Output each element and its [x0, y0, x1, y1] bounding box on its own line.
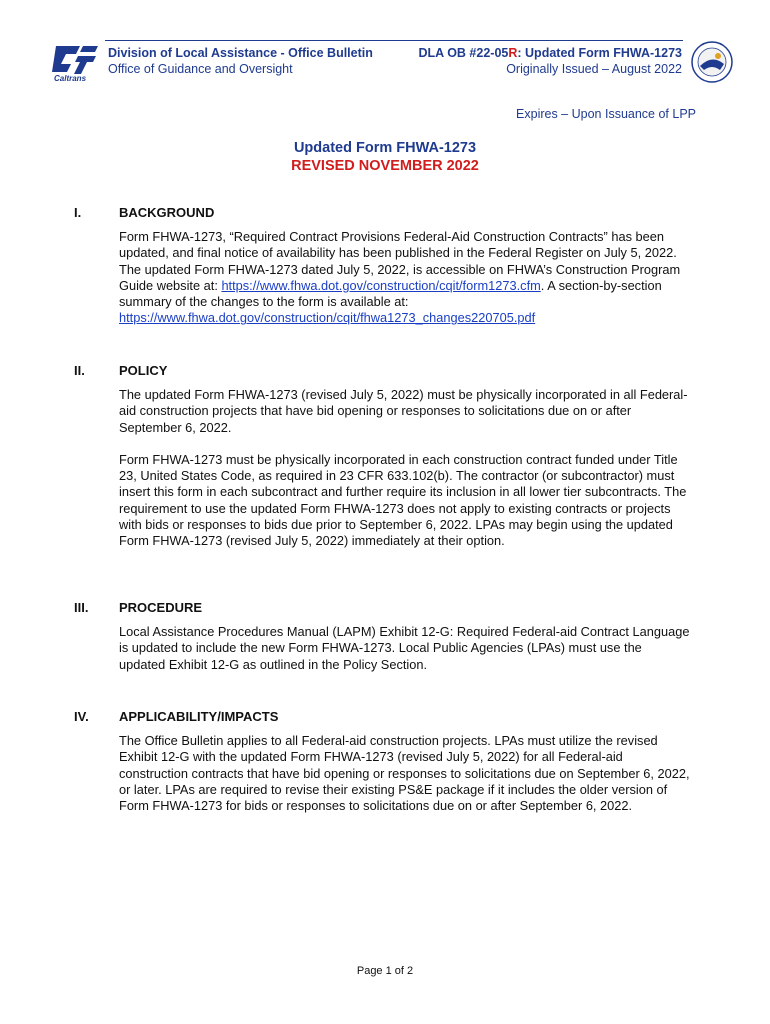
- section-body: [119, 733, 691, 830]
- division-title: Division of Local Assistance - Office Bulletin: [108, 46, 373, 60]
- page-number: Page 1 of 2: [356, 965, 414, 977]
- changes-summary-link[interactable]: https://www.fhwa.dot.gov/construction/cqit/fhwa1273_changes220705.pdf: [119, 310, 536, 326]
- section-body: [119, 624, 691, 689]
- originally-issued: Originally Issued – August 2022: [506, 62, 682, 76]
- section-heading: APPLICABILITY/IMPACTS: [119, 709, 279, 724]
- caltrans-logo: [50, 42, 100, 82]
- section-heading: PROCEDURE: [119, 600, 203, 615]
- section-number: I.: [74, 205, 82, 220]
- expiration-note: Expires – Upon Issuance of LPP: [516, 107, 696, 121]
- header-rule: [105, 40, 683, 41]
- form1273-link[interactable]: https://www.fhwa.dot.gov/construction/cqit/form1273.cfm: [221, 277, 541, 293]
- paragraph: Form FHWA-1273 must be physically incorporated in each construction contract funded under Title 23, United States Code, as required in 23 CFR 633.102(b). The contractor (or subcontractor) must insert this form in each subcontract and further require its inclusion in all lower tier subcontracts. The requirement to use the updated Form FHWA-1273 does not apply to existing contracts or projects with bids or responses to bids due prior to September 6, 2022. LPAs may begin using the updated Form FHWA-1273 (revised July 5, 2022) immediately at their option.: [119, 451, 687, 549]
- section-number: II.: [74, 363, 85, 378]
- office-name: Office of Guidance and Oversight: [108, 62, 293, 76]
- document-title: Updated Form FHWA-1273: [293, 140, 477, 156]
- paragraph: Local Assistance Procedures Manual (LAPM) Exhibit 12-G: Required Federal-aid Contract Language is updated to include the new Form FHWA-1273. Local Public Agencies (LPAs) must use the updated Exhibit 12-G as outlined in the Policy Section.: [119, 624, 690, 672]
- revised-date: REVISED NOVEMBER 2022: [291, 158, 479, 174]
- header-left: [108, 45, 373, 77]
- bulletin-number: DLA OB #22-05R: Updated Form FHWA-1273: [418, 46, 682, 60]
- section-body: Form FHWA-1273, “Required Contract Provisions Federal-Aid Construction Contracts” has been updated, and final notice of availability has been published in the Federal Register on July 5, 2022. The updated Form FHWA-1273 dated July 5, 2022, is accessible on FHWA’s Construction Program Guide website at: https://www.fhwa.dot.gov/construction/cqit/form1273.cfm. A section-by-section summary of the changes to the form is available at: https://www.fhwa.dot.gov/construction/cqit/fhwa1273_changes220705.pdf: [119, 229, 681, 326]
- paragraph: The Office Bulletin applies to all Federal-aid construction projects. LPAs must utilize the revised Exhibit 12-G with the updated Form FHWA-1273 (revised July 5, 2022) for all Federal-aid construction contracts that have bid opening or responses to solicitations due on September 6, 2022, or later. LPAs are required to revise their existing PS&E package if it includes the older version of Form FHWA-1273 for bids or responses to solicitations due on or after September 6, 2022.: [119, 733, 690, 814]
- paragraph: The updated Form FHWA-1273 (revised July 5, 2022) must be physically incorporated in all Federal-aid construction projects that have bid opening or responses to solicitations due on or after September 6, 2022.: [119, 387, 688, 435]
- section-body: [119, 387, 691, 566]
- section-number: IV.: [74, 709, 89, 724]
- local-assistance-seal-icon: [690, 40, 734, 84]
- header-right: [419, 45, 682, 77]
- section-heading: BACKGROUND: [119, 205, 215, 220]
- section-heading: POLICY: [119, 363, 168, 378]
- section-number: III.: [74, 600, 89, 615]
- svg-text:Caltrans: Caltrans: [54, 74, 87, 82]
